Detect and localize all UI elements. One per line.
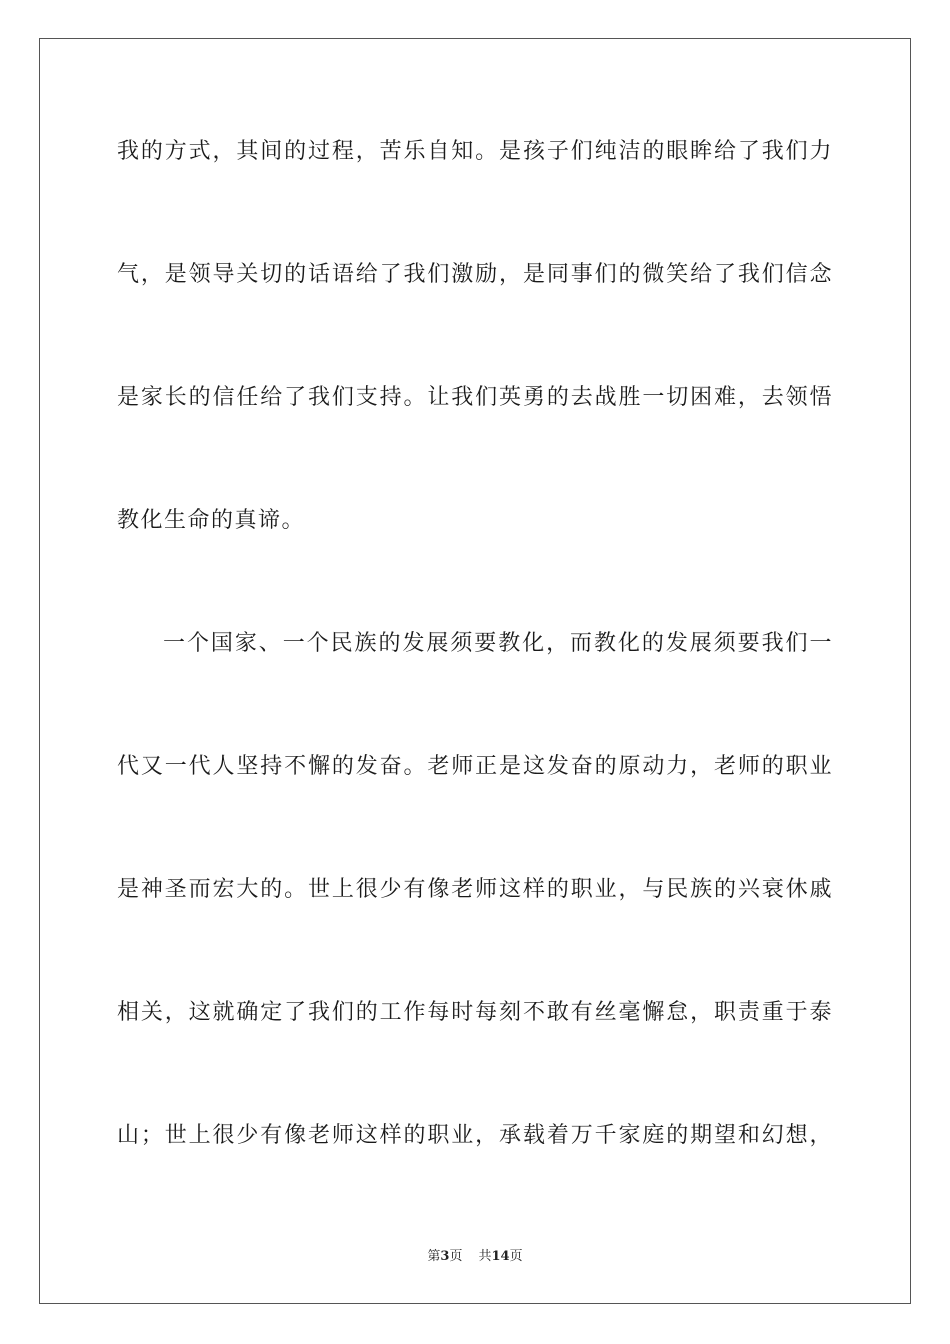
text-line-5: 一个国家、一个民族的发展须要教化，而教化的发展须要我们一 (163, 631, 833, 656)
text-line-4: 教化生命的真谛。 (117, 508, 306, 533)
footer-page-number: 3 (440, 1249, 450, 1264)
text-line-1: 我的方式，其间的过程，苦乐自知。是孩子们纯洁的眼眸给了我们力 (117, 139, 833, 164)
text-line-3: 是家长的信任给了我们支持。让我们英勇的去战胜一切困难，去领悟 (117, 385, 833, 410)
page-border (39, 38, 911, 1304)
text-line-8: 相关，这就确定了我们的工作每时每刻不敢有丝毫懈怠，职责重于泰 (117, 1000, 833, 1025)
footer-total-pages: 14 (491, 1249, 510, 1264)
footer-page-prefix: 第 (427, 1249, 441, 1264)
footer-total-prefix: 共 (478, 1249, 492, 1264)
text-line-9: 山；世上很少有像老师这样的职业，承载着万千家庭的期望和幻想， (117, 1123, 833, 1148)
footer-total-suffix: 页 (509, 1249, 523, 1264)
page-footer (0, 1248, 950, 1266)
footer-page-suffix: 页 (449, 1249, 463, 1264)
text-line-6: 代又一代人坚持不懈的发奋。老师正是这发奋的原动力，老师的职业 (117, 754, 833, 779)
text-line-2: 气，是领导关切的话语给了我们激励，是同事们的微笑给了我们信念 (117, 262, 833, 287)
text-line-7: 是神圣而宏大的。世上很少有像老师这样的职业，与民族的兴衰休戚 (117, 877, 833, 902)
